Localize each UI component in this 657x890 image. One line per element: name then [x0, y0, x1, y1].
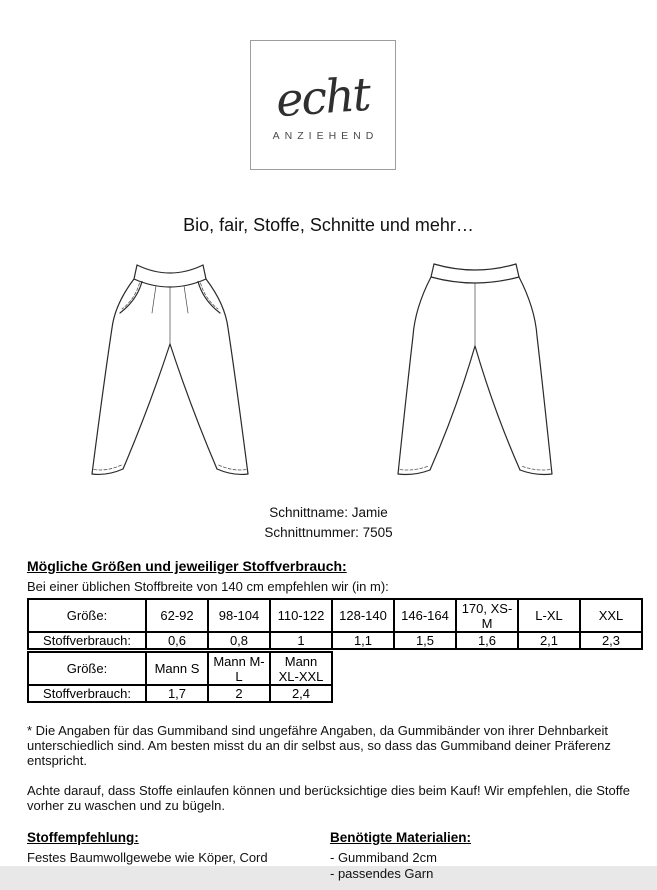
size-col-header: 128-140 — [332, 599, 394, 632]
fabric-text: Festes Baumwollgewebe wie Köper, Cord — [27, 850, 268, 865]
usage-value-cell: 2,1 — [518, 632, 580, 649]
elastic-note: * Die Angaben für das Gummiband sind ungefähre Angaben, da Gummibänder von ihrer Dehnbarkeit unterschiedlich sind. Am besten misst du an dir selbst aus, so dass das Gummiband deiner Präferenz entspricht. — [27, 723, 611, 768]
size-col-header: 170, XS-M — [456, 599, 518, 632]
fabric-recommendation — [27, 830, 322, 866]
materials-list — [330, 850, 630, 882]
usage-label-cell: Stoffverbrauch: — [28, 685, 146, 702]
size-col-header: 110-122 — [270, 599, 332, 632]
materials-heading: Benötigte Materialien: — [330, 830, 472, 845]
size-col-header: Mann XL-XXL — [270, 652, 332, 685]
usage-value-cell: 1 — [270, 632, 332, 649]
materials-item: - passendes Garn — [330, 866, 434, 881]
usage-label-cell: Stoffverbrauch: — [28, 632, 146, 649]
brand-logo — [250, 40, 396, 170]
usage-value-cell: 1,5 — [394, 632, 456, 649]
materials-item: - Gummiband 2cm — [330, 850, 437, 865]
usage-value-cell: 0,6 — [146, 632, 208, 649]
size-col-header: XXL — [580, 599, 642, 632]
size-col-header: Mann M-L — [208, 652, 270, 685]
size-label-cell: Größe: — [28, 652, 146, 685]
pattern-number: Schnittnummer: 7505 — [264, 525, 393, 540]
size-table-main — [27, 598, 643, 650]
usage-value-cell: 1,6 — [456, 632, 518, 649]
size-label-cell: Größe: — [28, 599, 146, 632]
tagline: Bio, fair, Stoffe, Schnitte und mehr… — [183, 215, 474, 235]
shrinkage-note: Achte darauf, dass Stoffe einlaufen können und berücksichtige dies beim Kauf! Wir empfehlen, die Stoffe vorher zu waschen und zu bügeln. — [27, 783, 630, 813]
brand-logo-subtext: ANZIEHEND — [272, 130, 379, 142]
pattern-name: Schnittname: Jamie — [269, 505, 388, 520]
usage-value-cell: 2,4 — [270, 685, 332, 702]
size-col-header: 146-164 — [394, 599, 456, 632]
usage-value-cell: 2,3 — [580, 632, 642, 649]
size-header-row — [28, 599, 642, 632]
usage-value-cell: 1,7 — [146, 685, 208, 702]
pattern-info — [0, 503, 657, 543]
usage-value-cell: 1,1 — [332, 632, 394, 649]
usage-value-cell: 2 — [208, 685, 270, 702]
size-col-header: 98-104 — [208, 599, 270, 632]
size-table-men — [27, 651, 333, 703]
size-col-header: Mann S — [146, 652, 208, 685]
size-col-header: L-XL — [518, 599, 580, 632]
pants-back-drawing — [390, 256, 560, 482]
recommendations — [27, 830, 650, 890]
usage-value-cell: 0,8 — [208, 632, 270, 649]
materials-needed — [330, 830, 630, 882]
usage-row — [28, 685, 332, 702]
sizes-section — [27, 558, 650, 890]
size-col-header: 62-92 — [146, 599, 208, 632]
usage-row — [28, 632, 642, 649]
fabric-heading: Stoffempfehlung: — [27, 830, 139, 845]
sizes-heading: Mögliche Größen und jeweiliger Stoffverbrauch: — [27, 558, 347, 574]
brand-logo-script: echt — [274, 66, 372, 128]
pants-front-drawing — [85, 256, 255, 482]
size-header-row — [28, 652, 332, 685]
sizes-intro: Bei einer üblichen Stoffbreite von 140 cm empfehlen wir (in m): — [27, 579, 389, 594]
